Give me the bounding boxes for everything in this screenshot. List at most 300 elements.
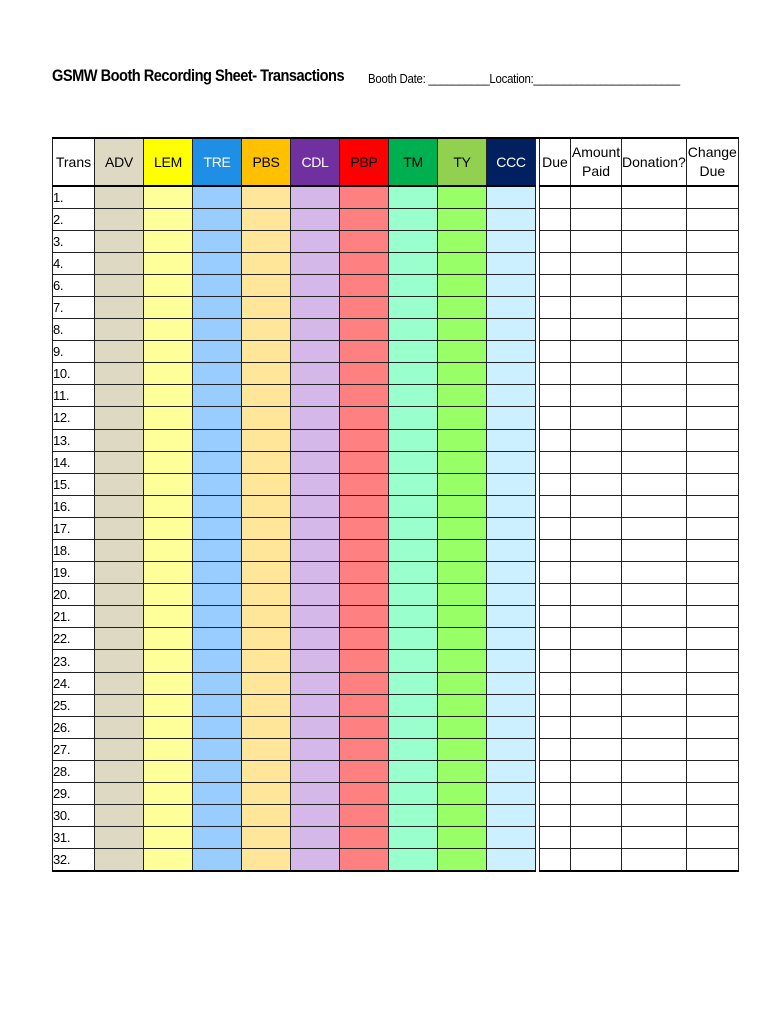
cell-pbs[interactable]	[242, 274, 291, 296]
cell-tm[interactable]	[389, 783, 438, 805]
cell-amount-paid[interactable]	[571, 827, 622, 849]
cell-lem[interactable]	[144, 208, 193, 230]
cell-due[interactable]	[540, 562, 571, 584]
cell-ccc[interactable]	[487, 628, 536, 650]
cell-lem[interactable]	[144, 296, 193, 318]
cell-ccc[interactable]	[487, 274, 536, 296]
cell-tre[interactable]	[193, 341, 242, 363]
cell-pbp[interactable]	[340, 230, 389, 252]
cell-change-due[interactable]	[686, 473, 738, 495]
cell-change-due[interactable]	[686, 385, 738, 407]
cell-lem[interactable]	[144, 429, 193, 451]
cell-pbp[interactable]	[340, 451, 389, 473]
cell-pbp[interactable]	[340, 760, 389, 782]
cell-change-due[interactable]	[686, 230, 738, 252]
cell-donation[interactable]	[622, 341, 687, 363]
cell-ccc[interactable]	[487, 451, 536, 473]
cell-ty[interactable]	[438, 694, 487, 716]
cell-amount-paid[interactable]	[571, 407, 622, 429]
cell-adv[interactable]	[95, 407, 144, 429]
cell-tm[interactable]	[389, 274, 438, 296]
cell-tm[interactable]	[389, 606, 438, 628]
cell-pbs[interactable]	[242, 385, 291, 407]
cell-adv[interactable]	[95, 738, 144, 760]
cell-ty[interactable]	[438, 296, 487, 318]
cell-change-due[interactable]	[686, 296, 738, 318]
cell-tm[interactable]	[389, 341, 438, 363]
cell-pbp[interactable]	[340, 805, 389, 827]
cell-amount-paid[interactable]	[571, 473, 622, 495]
cell-pbs[interactable]	[242, 495, 291, 517]
cell-ccc[interactable]	[487, 716, 536, 738]
cell-amount-paid[interactable]	[571, 385, 622, 407]
cell-pbs[interactable]	[242, 540, 291, 562]
cell-cdl[interactable]	[291, 716, 340, 738]
cell-ccc[interactable]	[487, 429, 536, 451]
cell-tre[interactable]	[193, 208, 242, 230]
cell-change-due[interactable]	[686, 363, 738, 385]
cell-tm[interactable]	[389, 296, 438, 318]
cell-lem[interactable]	[144, 495, 193, 517]
cell-amount-paid[interactable]	[571, 341, 622, 363]
cell-ccc[interactable]	[487, 672, 536, 694]
cell-ty[interactable]	[438, 760, 487, 782]
cell-donation[interactable]	[622, 274, 687, 296]
cell-tm[interactable]	[389, 517, 438, 539]
cell-pbs[interactable]	[242, 562, 291, 584]
cell-adv[interactable]	[95, 606, 144, 628]
cell-donation[interactable]	[622, 540, 687, 562]
cell-pbp[interactable]	[340, 540, 389, 562]
cell-due[interactable]	[540, 208, 571, 230]
cell-pbp[interactable]	[340, 252, 389, 274]
cell-ccc[interactable]	[487, 805, 536, 827]
cell-ty[interactable]	[438, 783, 487, 805]
cell-due[interactable]	[540, 540, 571, 562]
cell-tm[interactable]	[389, 495, 438, 517]
cell-pbs[interactable]	[242, 252, 291, 274]
cell-amount-paid[interactable]	[571, 230, 622, 252]
cell-due[interactable]	[540, 827, 571, 849]
cell-pbs[interactable]	[242, 805, 291, 827]
cell-tre[interactable]	[193, 296, 242, 318]
cell-cdl[interactable]	[291, 805, 340, 827]
cell-lem[interactable]	[144, 805, 193, 827]
cell-change-due[interactable]	[686, 252, 738, 274]
cell-due[interactable]	[540, 429, 571, 451]
cell-adv[interactable]	[95, 385, 144, 407]
cell-adv[interactable]	[95, 672, 144, 694]
cell-lem[interactable]	[144, 473, 193, 495]
cell-pbs[interactable]	[242, 628, 291, 650]
cell-ty[interactable]	[438, 451, 487, 473]
cell-cdl[interactable]	[291, 827, 340, 849]
cell-pbs[interactable]	[242, 208, 291, 230]
cell-lem[interactable]	[144, 363, 193, 385]
cell-tre[interactable]	[193, 849, 242, 871]
cell-lem[interactable]	[144, 385, 193, 407]
cell-pbs[interactable]	[242, 672, 291, 694]
cell-cdl[interactable]	[291, 517, 340, 539]
cell-cdl[interactable]	[291, 319, 340, 341]
cell-tm[interactable]	[389, 385, 438, 407]
cell-change-due[interactable]	[686, 628, 738, 650]
cell-tre[interactable]	[193, 495, 242, 517]
cell-cdl[interactable]	[291, 274, 340, 296]
cell-due[interactable]	[540, 694, 571, 716]
cell-adv[interactable]	[95, 473, 144, 495]
cell-pbs[interactable]	[242, 849, 291, 871]
cell-pbs[interactable]	[242, 451, 291, 473]
cell-tm[interactable]	[389, 849, 438, 871]
cell-pbp[interactable]	[340, 363, 389, 385]
cell-tm[interactable]	[389, 716, 438, 738]
cell-ccc[interactable]	[487, 540, 536, 562]
cell-ty[interactable]	[438, 208, 487, 230]
cell-tre[interactable]	[193, 385, 242, 407]
cell-due[interactable]	[540, 650, 571, 672]
cell-ty[interactable]	[438, 517, 487, 539]
cell-lem[interactable]	[144, 517, 193, 539]
cell-change-due[interactable]	[686, 805, 738, 827]
cell-cdl[interactable]	[291, 650, 340, 672]
cell-ccc[interactable]	[487, 208, 536, 230]
cell-pbs[interactable]	[242, 716, 291, 738]
cell-lem[interactable]	[144, 694, 193, 716]
cell-donation[interactable]	[622, 186, 687, 208]
cell-change-due[interactable]	[686, 319, 738, 341]
cell-ccc[interactable]	[487, 517, 536, 539]
cell-adv[interactable]	[95, 186, 144, 208]
cell-ty[interactable]	[438, 252, 487, 274]
cell-amount-paid[interactable]	[571, 694, 622, 716]
cell-pbp[interactable]	[340, 694, 389, 716]
cell-ty[interactable]	[438, 650, 487, 672]
cell-pbp[interactable]	[340, 672, 389, 694]
cell-pbp[interactable]	[340, 783, 389, 805]
cell-ccc[interactable]	[487, 363, 536, 385]
cell-due[interactable]	[540, 628, 571, 650]
cell-tm[interactable]	[389, 319, 438, 341]
cell-donation[interactable]	[622, 805, 687, 827]
cell-cdl[interactable]	[291, 341, 340, 363]
cell-cdl[interactable]	[291, 473, 340, 495]
cell-cdl[interactable]	[291, 495, 340, 517]
cell-change-due[interactable]	[686, 584, 738, 606]
cell-pbs[interactable]	[242, 429, 291, 451]
cell-ccc[interactable]	[487, 252, 536, 274]
cell-pbs[interactable]	[242, 694, 291, 716]
cell-pbs[interactable]	[242, 738, 291, 760]
cell-donation[interactable]	[622, 628, 687, 650]
cell-adv[interactable]	[95, 760, 144, 782]
cell-tm[interactable]	[389, 451, 438, 473]
cell-donation[interactable]	[622, 517, 687, 539]
cell-adv[interactable]	[95, 208, 144, 230]
cell-change-due[interactable]	[686, 429, 738, 451]
cell-pbs[interactable]	[242, 473, 291, 495]
cell-tre[interactable]	[193, 252, 242, 274]
cell-ty[interactable]	[438, 562, 487, 584]
cell-pbp[interactable]	[340, 738, 389, 760]
cell-ty[interactable]	[438, 827, 487, 849]
cell-pbs[interactable]	[242, 407, 291, 429]
cell-ccc[interactable]	[487, 495, 536, 517]
cell-adv[interactable]	[95, 341, 144, 363]
cell-ty[interactable]	[438, 274, 487, 296]
cell-adv[interactable]	[95, 495, 144, 517]
cell-donation[interactable]	[622, 230, 687, 252]
cell-donation[interactable]	[622, 738, 687, 760]
cell-amount-paid[interactable]	[571, 672, 622, 694]
cell-tm[interactable]	[389, 562, 438, 584]
cell-cdl[interactable]	[291, 584, 340, 606]
cell-ccc[interactable]	[487, 783, 536, 805]
cell-change-due[interactable]	[686, 738, 738, 760]
cell-lem[interactable]	[144, 628, 193, 650]
cell-amount-paid[interactable]	[571, 584, 622, 606]
cell-ty[interactable]	[438, 319, 487, 341]
cell-lem[interactable]	[144, 274, 193, 296]
cell-lem[interactable]	[144, 606, 193, 628]
cell-donation[interactable]	[622, 849, 687, 871]
cell-due[interactable]	[540, 341, 571, 363]
cell-donation[interactable]	[622, 252, 687, 274]
cell-ccc[interactable]	[487, 606, 536, 628]
cell-due[interactable]	[540, 606, 571, 628]
cell-donation[interactable]	[622, 606, 687, 628]
cell-amount-paid[interactable]	[571, 429, 622, 451]
cell-amount-paid[interactable]	[571, 186, 622, 208]
cell-lem[interactable]	[144, 650, 193, 672]
cell-pbp[interactable]	[340, 628, 389, 650]
cell-ccc[interactable]	[487, 650, 536, 672]
cell-tm[interactable]	[389, 407, 438, 429]
cell-pbp[interactable]	[340, 827, 389, 849]
cell-tm[interactable]	[389, 208, 438, 230]
cell-due[interactable]	[540, 783, 571, 805]
cell-pbs[interactable]	[242, 783, 291, 805]
cell-pbp[interactable]	[340, 650, 389, 672]
cell-amount-paid[interactable]	[571, 319, 622, 341]
cell-adv[interactable]	[95, 805, 144, 827]
cell-pbs[interactable]	[242, 517, 291, 539]
cell-change-due[interactable]	[686, 672, 738, 694]
cell-adv[interactable]	[95, 540, 144, 562]
cell-lem[interactable]	[144, 849, 193, 871]
cell-due[interactable]	[540, 716, 571, 738]
cell-lem[interactable]	[144, 451, 193, 473]
cell-ty[interactable]	[438, 584, 487, 606]
cell-ty[interactable]	[438, 628, 487, 650]
cell-cdl[interactable]	[291, 186, 340, 208]
cell-cdl[interactable]	[291, 783, 340, 805]
cell-donation[interactable]	[622, 319, 687, 341]
cell-adv[interactable]	[95, 628, 144, 650]
cell-pbp[interactable]	[340, 716, 389, 738]
cell-ccc[interactable]	[487, 296, 536, 318]
cell-cdl[interactable]	[291, 628, 340, 650]
cell-amount-paid[interactable]	[571, 540, 622, 562]
cell-change-due[interactable]	[686, 274, 738, 296]
cell-pbp[interactable]	[340, 319, 389, 341]
cell-adv[interactable]	[95, 274, 144, 296]
cell-due[interactable]	[540, 296, 571, 318]
cell-tre[interactable]	[193, 738, 242, 760]
cell-tm[interactable]	[389, 186, 438, 208]
cell-cdl[interactable]	[291, 672, 340, 694]
cell-tm[interactable]	[389, 628, 438, 650]
cell-amount-paid[interactable]	[571, 628, 622, 650]
cell-ccc[interactable]	[487, 738, 536, 760]
cell-amount-paid[interactable]	[571, 296, 622, 318]
cell-due[interactable]	[540, 495, 571, 517]
cell-tre[interactable]	[193, 517, 242, 539]
cell-pbp[interactable]	[340, 473, 389, 495]
cell-tm[interactable]	[389, 672, 438, 694]
cell-pbp[interactable]	[340, 849, 389, 871]
cell-tre[interactable]	[193, 540, 242, 562]
cell-tm[interactable]	[389, 760, 438, 782]
cell-lem[interactable]	[144, 783, 193, 805]
cell-amount-paid[interactable]	[571, 274, 622, 296]
cell-adv[interactable]	[95, 584, 144, 606]
cell-amount-paid[interactable]	[571, 451, 622, 473]
cell-donation[interactable]	[622, 783, 687, 805]
cell-donation[interactable]	[622, 363, 687, 385]
cell-change-due[interactable]	[686, 208, 738, 230]
cell-donation[interactable]	[622, 716, 687, 738]
cell-amount-paid[interactable]	[571, 783, 622, 805]
cell-adv[interactable]	[95, 429, 144, 451]
cell-pbs[interactable]	[242, 650, 291, 672]
cell-tm[interactable]	[389, 540, 438, 562]
cell-tre[interactable]	[193, 186, 242, 208]
cell-amount-paid[interactable]	[571, 562, 622, 584]
cell-pbp[interactable]	[340, 407, 389, 429]
cell-due[interactable]	[540, 584, 571, 606]
cell-ccc[interactable]	[487, 385, 536, 407]
cell-change-due[interactable]	[686, 849, 738, 871]
cell-pbp[interactable]	[340, 208, 389, 230]
cell-amount-paid[interactable]	[571, 805, 622, 827]
cell-due[interactable]	[540, 186, 571, 208]
cell-tre[interactable]	[193, 805, 242, 827]
cell-lem[interactable]	[144, 319, 193, 341]
cell-lem[interactable]	[144, 562, 193, 584]
cell-tre[interactable]	[193, 562, 242, 584]
cell-tre[interactable]	[193, 429, 242, 451]
cell-change-due[interactable]	[686, 451, 738, 473]
cell-amount-paid[interactable]	[571, 252, 622, 274]
cell-tre[interactable]	[193, 716, 242, 738]
cell-pbs[interactable]	[242, 319, 291, 341]
cell-pbs[interactable]	[242, 186, 291, 208]
cell-pbp[interactable]	[340, 606, 389, 628]
cell-lem[interactable]	[144, 738, 193, 760]
cell-due[interactable]	[540, 760, 571, 782]
cell-lem[interactable]	[144, 407, 193, 429]
cell-lem[interactable]	[144, 827, 193, 849]
cell-ty[interactable]	[438, 849, 487, 871]
cell-tre[interactable]	[193, 363, 242, 385]
cell-cdl[interactable]	[291, 363, 340, 385]
cell-tre[interactable]	[193, 827, 242, 849]
cell-ccc[interactable]	[487, 849, 536, 871]
cell-donation[interactable]	[622, 473, 687, 495]
cell-adv[interactable]	[95, 319, 144, 341]
cell-ccc[interactable]	[487, 694, 536, 716]
cell-pbp[interactable]	[340, 517, 389, 539]
cell-ccc[interactable]	[487, 562, 536, 584]
cell-change-due[interactable]	[686, 562, 738, 584]
cell-pbs[interactable]	[242, 760, 291, 782]
cell-cdl[interactable]	[291, 451, 340, 473]
cell-pbs[interactable]	[242, 230, 291, 252]
cell-change-due[interactable]	[686, 716, 738, 738]
cell-ccc[interactable]	[487, 407, 536, 429]
cell-ty[interactable]	[438, 186, 487, 208]
cell-pbp[interactable]	[340, 385, 389, 407]
cell-donation[interactable]	[622, 495, 687, 517]
cell-adv[interactable]	[95, 230, 144, 252]
cell-adv[interactable]	[95, 363, 144, 385]
cell-donation[interactable]	[622, 451, 687, 473]
cell-donation[interactable]	[622, 650, 687, 672]
cell-tm[interactable]	[389, 473, 438, 495]
cell-amount-paid[interactable]	[571, 495, 622, 517]
cell-pbp[interactable]	[340, 341, 389, 363]
cell-lem[interactable]	[144, 584, 193, 606]
cell-tm[interactable]	[389, 650, 438, 672]
cell-donation[interactable]	[622, 407, 687, 429]
cell-change-due[interactable]	[686, 495, 738, 517]
cell-change-due[interactable]	[686, 517, 738, 539]
cell-cdl[interactable]	[291, 407, 340, 429]
cell-tm[interactable]	[389, 738, 438, 760]
cell-cdl[interactable]	[291, 562, 340, 584]
cell-ty[interactable]	[438, 363, 487, 385]
cell-amount-paid[interactable]	[571, 760, 622, 782]
cell-due[interactable]	[540, 473, 571, 495]
cell-due[interactable]	[540, 363, 571, 385]
cell-cdl[interactable]	[291, 606, 340, 628]
cell-pbp[interactable]	[340, 296, 389, 318]
cell-cdl[interactable]	[291, 252, 340, 274]
cell-amount-paid[interactable]	[571, 363, 622, 385]
cell-lem[interactable]	[144, 716, 193, 738]
cell-tre[interactable]	[193, 584, 242, 606]
cell-due[interactable]	[540, 805, 571, 827]
cell-change-due[interactable]	[686, 606, 738, 628]
cell-ccc[interactable]	[487, 473, 536, 495]
cell-ccc[interactable]	[487, 760, 536, 782]
cell-lem[interactable]	[144, 186, 193, 208]
cell-tm[interactable]	[389, 694, 438, 716]
cell-tm[interactable]	[389, 252, 438, 274]
cell-tre[interactable]	[193, 628, 242, 650]
cell-cdl[interactable]	[291, 849, 340, 871]
cell-ccc[interactable]	[487, 827, 536, 849]
cell-adv[interactable]	[95, 252, 144, 274]
cell-ccc[interactable]	[487, 186, 536, 208]
cell-amount-paid[interactable]	[571, 716, 622, 738]
cell-ty[interactable]	[438, 495, 487, 517]
cell-amount-paid[interactable]	[571, 849, 622, 871]
cell-tm[interactable]	[389, 230, 438, 252]
cell-ty[interactable]	[438, 606, 487, 628]
cell-due[interactable]	[540, 274, 571, 296]
